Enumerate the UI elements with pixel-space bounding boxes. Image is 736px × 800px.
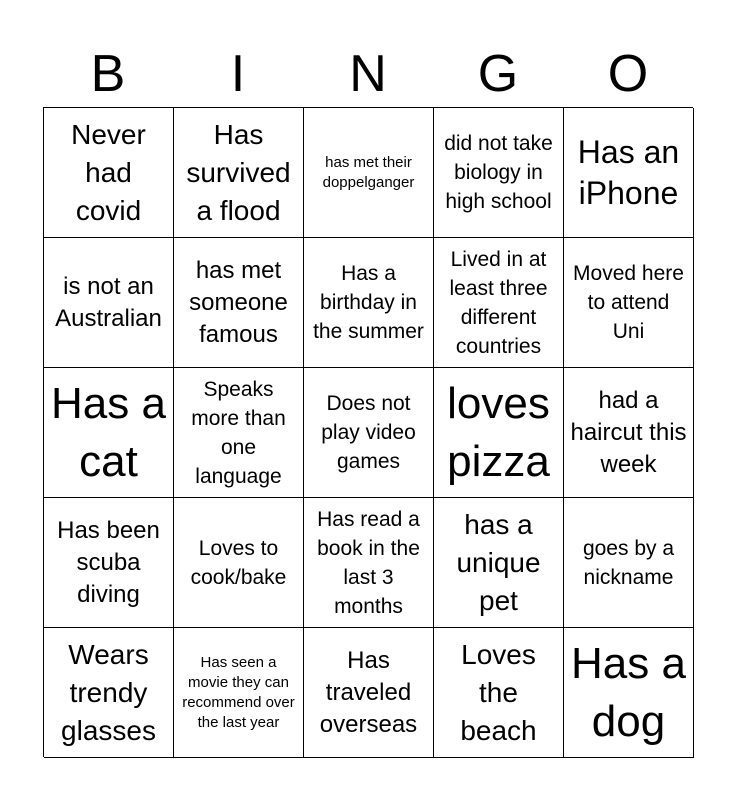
cell-text: has met someone famous [189, 256, 288, 348]
cell-text: Has a cat [51, 378, 166, 486]
cell-text: Has a dog [571, 638, 686, 746]
cell-text: did not take biology in high school [444, 132, 553, 213]
bingo-grid [43, 107, 693, 757]
cell-text: Has traveled overseas [319, 646, 418, 738]
bingo-cell[interactable] [434, 498, 564, 628]
cell-text: goes by a nickname [582, 536, 675, 589]
bingo-cell[interactable] [304, 238, 434, 368]
header-letter-b: B [90, 45, 126, 103]
bingo-cell[interactable] [304, 628, 434, 758]
bingo-cell[interactable] [174, 628, 304, 758]
header-letter-o: O [607, 45, 649, 103]
bingo-cell[interactable] [434, 108, 564, 238]
cell-text: loves pizza [447, 378, 550, 486]
cell-text: Has read a book in the last 3 months [317, 507, 420, 618]
bingo-header [43, 40, 693, 108]
bingo-cell[interactable] [434, 238, 564, 368]
cell-text: Has been scuba diving [57, 516, 160, 608]
bingo-cell[interactable] [564, 628, 694, 758]
header-letter-n: N [349, 45, 387, 103]
cell-text: Has seen a movie they can recommend over the last year [182, 653, 295, 731]
bingo-cell[interactable] [44, 628, 174, 758]
bingo-cell[interactable] [434, 368, 564, 498]
bingo-cell[interactable] [44, 238, 174, 368]
header-letter-g: G [477, 45, 519, 103]
bingo-cell[interactable] [174, 238, 304, 368]
bingo-cell[interactable] [304, 368, 434, 498]
cell-text: Wears trendy glasses [61, 638, 156, 746]
cell-text: Has an iPhone [577, 133, 680, 211]
cell-text: Lived in at least three different countries [449, 247, 548, 358]
cell-text: Loves to cook/bake [190, 536, 287, 589]
cell-text: Does not play video games [321, 392, 416, 473]
cell-text: is not an Australian [55, 272, 162, 332]
bingo-cell[interactable] [174, 368, 304, 498]
cell-text: Speaks more than one language [191, 377, 286, 488]
bingo-cell[interactable] [174, 108, 304, 238]
bingo-cell[interactable] [564, 108, 694, 238]
bingo-cell[interactable] [434, 628, 564, 758]
bingo-cell[interactable] [44, 368, 174, 498]
header-letter-i: I [230, 45, 246, 103]
bingo-cell[interactable] [304, 108, 434, 238]
bingo-cell[interactable] [44, 498, 174, 628]
cell-text: has met their doppelganger [322, 153, 415, 191]
cell-text: Loves the beach [460, 638, 537, 746]
cell-text: had a haircut this week [570, 386, 687, 478]
cell-text: has a unique pet [456, 508, 541, 616]
cell-text: Never had covid [71, 118, 146, 226]
bingo-cell[interactable] [564, 368, 694, 498]
bingo-cell[interactable] [174, 498, 304, 628]
cell-text: Has a birthday in the summer [313, 262, 424, 343]
bingo-cell[interactable] [44, 108, 174, 238]
cell-text: Moved here to attend Uni [573, 262, 684, 343]
bingo-cell[interactable] [304, 498, 434, 628]
cell-text: Has survived a flood [186, 118, 291, 226]
bingo-cell[interactable] [564, 498, 694, 628]
bingo-cell[interactable] [564, 238, 694, 368]
